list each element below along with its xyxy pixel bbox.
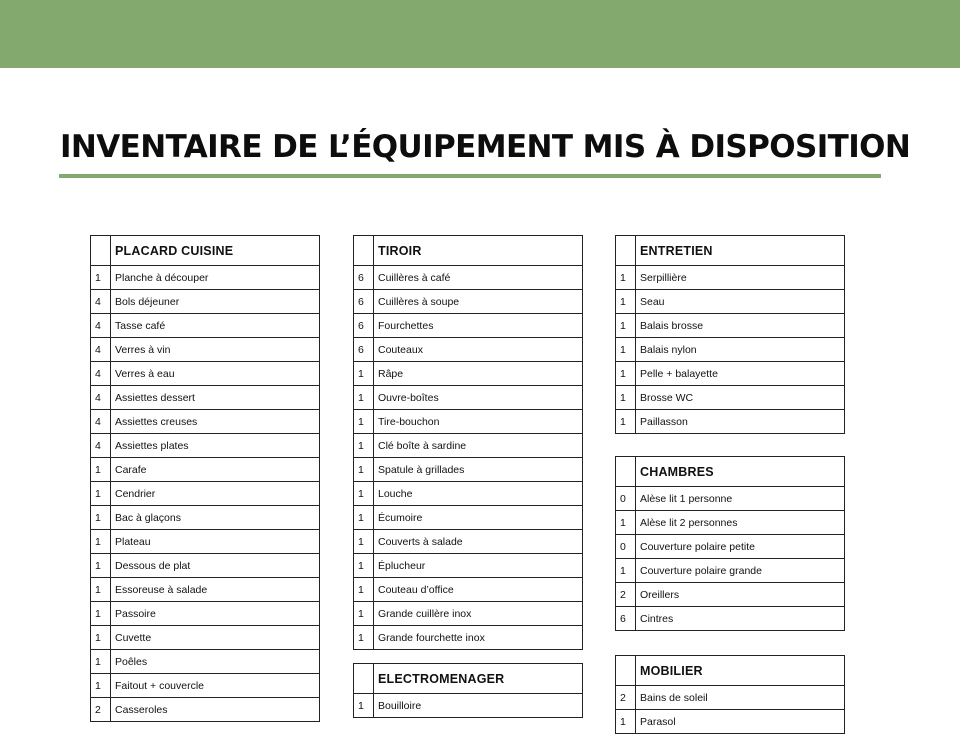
item-cell: Faitout + couvercle (111, 674, 320, 698)
quantity-cell: 6 (616, 607, 636, 631)
table-row (91, 314, 320, 338)
quantity-cell: 1 (616, 290, 636, 314)
item-cell: Poêles (111, 650, 320, 674)
table-row (354, 482, 583, 506)
item-cell: Écumoire (374, 506, 583, 530)
chambres-table (615, 456, 845, 631)
header-band (0, 0, 960, 68)
item-cell: Oreillers (636, 583, 845, 607)
quantity-cell: 1 (616, 710, 636, 734)
table-header-row (616, 457, 845, 487)
table-row (354, 338, 583, 362)
item-cell: Planche à découper (111, 266, 320, 290)
quantity-cell: 1 (616, 559, 636, 583)
quantity-cell: 6 (354, 338, 374, 362)
quantity-cell: 4 (91, 386, 111, 410)
quantity-cell: 1 (354, 386, 374, 410)
table-row (616, 410, 845, 434)
quantity-cell: 1 (354, 530, 374, 554)
electromenager-table (353, 663, 583, 718)
table-row (91, 506, 320, 530)
table-row (354, 362, 583, 386)
quantity-cell: 1 (91, 482, 111, 506)
header-qty-cell (616, 457, 636, 487)
quantity-cell: 1 (354, 578, 374, 602)
quantity-cell: 1 (616, 338, 636, 362)
item-cell: Brosse WC (636, 386, 845, 410)
table-row (91, 674, 320, 698)
table-row (91, 410, 320, 434)
quantity-cell: 1 (616, 386, 636, 410)
table-row (616, 338, 845, 362)
item-cell: Grande cuillère inox (374, 602, 583, 626)
title-underline (59, 174, 881, 178)
table-row (616, 266, 845, 290)
quantity-cell: 1 (91, 530, 111, 554)
table-row (354, 410, 583, 434)
table-row (354, 386, 583, 410)
quantity-cell: 4 (91, 362, 111, 386)
item-cell: Dessous de plat (111, 554, 320, 578)
item-cell: Couverture polaire grande (636, 559, 845, 583)
quantity-cell: 1 (91, 506, 111, 530)
table-row (354, 290, 583, 314)
section-heading: ELECTROMENAGER (374, 664, 583, 694)
item-cell: Plateau (111, 530, 320, 554)
quantity-cell: 1 (91, 626, 111, 650)
table-row (616, 386, 845, 410)
table-row (354, 554, 583, 578)
item-cell: Spatule à grillades (374, 458, 583, 482)
header-qty-cell (616, 656, 636, 686)
item-cell: Couverture polaire petite (636, 535, 845, 559)
item-cell: Tasse café (111, 314, 320, 338)
table-row (91, 266, 320, 290)
quantity-cell: 1 (91, 602, 111, 626)
table-row (91, 338, 320, 362)
table-row (354, 314, 583, 338)
item-cell: Casseroles (111, 698, 320, 722)
quantity-cell: 1 (354, 554, 374, 578)
quantity-cell: 4 (91, 290, 111, 314)
quantity-cell: 1 (354, 458, 374, 482)
item-cell: Bouilloire (374, 694, 583, 718)
table-row (91, 626, 320, 650)
table-row (91, 362, 320, 386)
item-cell: Essoreuse à salade (111, 578, 320, 602)
section-heading: MOBILIER (636, 656, 845, 686)
table-row (91, 386, 320, 410)
table-header-row (616, 656, 845, 686)
item-cell: Assiettes plates (111, 434, 320, 458)
quantity-cell: 1 (616, 410, 636, 434)
item-cell: Couteaux (374, 338, 583, 362)
item-cell: Seau (636, 290, 845, 314)
item-cell: Éplucheur (374, 554, 583, 578)
quantity-cell: 1 (354, 506, 374, 530)
header-qty-cell (354, 664, 374, 694)
quantity-cell: 2 (616, 583, 636, 607)
table-row (616, 607, 845, 631)
table-header-row (616, 236, 845, 266)
quantity-cell: 6 (354, 266, 374, 290)
section-heading: ENTRETIEN (636, 236, 845, 266)
quantity-cell: 4 (91, 314, 111, 338)
quantity-cell: 4 (91, 338, 111, 362)
item-cell: Verres à vin (111, 338, 320, 362)
item-cell: Tire-bouchon (374, 410, 583, 434)
item-cell: Balais nylon (636, 338, 845, 362)
quantity-cell: 0 (616, 535, 636, 559)
table-row (354, 530, 583, 554)
item-cell: Bains de soleil (636, 686, 845, 710)
item-cell: Bac à glaçons (111, 506, 320, 530)
quantity-cell: 1 (91, 674, 111, 698)
item-cell: Cendrier (111, 482, 320, 506)
table-row (91, 650, 320, 674)
table-row (616, 362, 845, 386)
mobilier-table (615, 655, 845, 734)
item-cell: Cintres (636, 607, 845, 631)
item-cell: Carafe (111, 458, 320, 482)
section-heading: PLACARD CUISINE (111, 236, 320, 266)
table-row (91, 554, 320, 578)
item-cell: Assiettes creuses (111, 410, 320, 434)
table-row (354, 506, 583, 530)
table-row (616, 559, 845, 583)
table-row (354, 458, 583, 482)
item-cell: Râpe (374, 362, 583, 386)
item-cell: Paillasson (636, 410, 845, 434)
table-row (616, 487, 845, 511)
quantity-cell: 1 (91, 578, 111, 602)
table-row (354, 266, 583, 290)
page-title: INVENTAIRE DE L’ÉQUIPEMENT MIS À DISPOSITION (60, 129, 911, 165)
table-row (354, 434, 583, 458)
quantity-cell: 1 (616, 511, 636, 535)
header-qty-cell (91, 236, 111, 266)
table-row (354, 694, 583, 718)
quantity-cell: 1 (91, 650, 111, 674)
table-row (354, 626, 583, 650)
table-row (91, 434, 320, 458)
item-cell: Balais brosse (636, 314, 845, 338)
item-cell: Parasol (636, 710, 845, 734)
item-cell: Couverts à salade (374, 530, 583, 554)
section-heading: CHAMBRES (636, 457, 845, 487)
item-cell: Bols déjeuner (111, 290, 320, 314)
quantity-cell: 1 (91, 554, 111, 578)
table-row (616, 511, 845, 535)
quantity-cell: 2 (91, 698, 111, 722)
table-row (616, 535, 845, 559)
item-cell: Louche (374, 482, 583, 506)
placard-cuisine-table (90, 235, 320, 722)
item-cell: Passoire (111, 602, 320, 626)
table-header-row (354, 664, 583, 694)
item-cell: Alèse lit 2 personnes (636, 511, 845, 535)
quantity-cell: 6 (354, 290, 374, 314)
table-row (616, 290, 845, 314)
item-cell: Cuvette (111, 626, 320, 650)
table-row (616, 686, 845, 710)
quantity-cell: 1 (91, 458, 111, 482)
item-cell: Cuillères à café (374, 266, 583, 290)
quantity-cell: 0 (616, 487, 636, 511)
item-cell: Clé boîte à sardine (374, 434, 583, 458)
table-row (616, 710, 845, 734)
header-qty-cell (616, 236, 636, 266)
table-row (91, 458, 320, 482)
header-qty-cell (354, 236, 374, 266)
table-row (91, 482, 320, 506)
quantity-cell: 1 (616, 266, 636, 290)
table-header-row (354, 236, 583, 266)
table-row (354, 578, 583, 602)
table-header-row (91, 236, 320, 266)
table-row (91, 698, 320, 722)
item-cell: Serpillière (636, 266, 845, 290)
table-row (616, 583, 845, 607)
quantity-cell: 4 (91, 410, 111, 434)
item-cell: Cuillères à soupe (374, 290, 583, 314)
quantity-cell: 4 (91, 434, 111, 458)
item-cell: Couteau d’office (374, 578, 583, 602)
item-cell: Grande fourchette inox (374, 626, 583, 650)
quantity-cell: 6 (354, 314, 374, 338)
section-heading: TIROIR (374, 236, 583, 266)
table-row (354, 602, 583, 626)
entretien-table (615, 235, 845, 434)
quantity-cell: 1 (354, 694, 374, 718)
tiroir-table (353, 235, 583, 650)
quantity-cell: 1 (91, 266, 111, 290)
table-row (91, 530, 320, 554)
quantity-cell: 1 (354, 362, 374, 386)
table-row (91, 602, 320, 626)
item-cell: Assiettes dessert (111, 386, 320, 410)
quantity-cell: 1 (354, 410, 374, 434)
item-cell: Alèse lit 1 personne (636, 487, 845, 511)
quantity-cell: 2 (616, 686, 636, 710)
table-row (616, 314, 845, 338)
quantity-cell: 1 (354, 626, 374, 650)
item-cell: Fourchettes (374, 314, 583, 338)
item-cell: Ouvre-boîtes (374, 386, 583, 410)
table-row (91, 578, 320, 602)
quantity-cell: 1 (616, 362, 636, 386)
item-cell: Pelle + balayette (636, 362, 845, 386)
quantity-cell: 1 (354, 602, 374, 626)
quantity-cell: 1 (616, 314, 636, 338)
item-cell: Verres à eau (111, 362, 320, 386)
table-row (91, 290, 320, 314)
quantity-cell: 1 (354, 434, 374, 458)
quantity-cell: 1 (354, 482, 374, 506)
